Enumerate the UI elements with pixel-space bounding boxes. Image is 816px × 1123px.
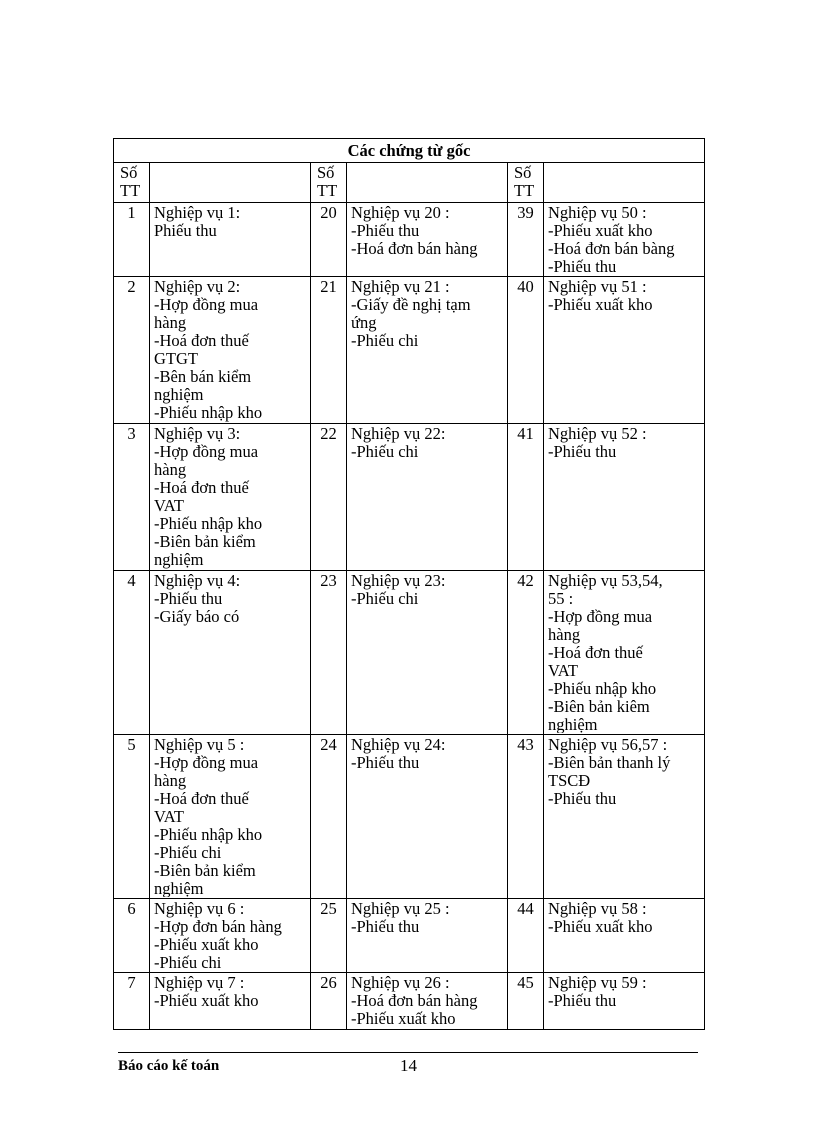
document-item: -Phiếu chi bbox=[351, 442, 419, 461]
document-item: 55 : bbox=[548, 589, 574, 608]
transaction-title: Nghiệp vụ 24: bbox=[351, 736, 446, 754]
document-item: -Phiếu thu bbox=[351, 917, 420, 936]
table-header-row bbox=[114, 163, 705, 203]
footer-report-title: Báo cáo kế toán bbox=[118, 1058, 220, 1074]
table-row bbox=[114, 203, 705, 277]
transaction-documents-cell bbox=[150, 735, 311, 899]
document-item: -Hợp đơn bán hàng bbox=[154, 917, 282, 936]
document-item: nghiệm bbox=[154, 879, 204, 897]
transaction-title: Nghiệp vụ 20 : bbox=[351, 204, 450, 222]
document-item: TSCĐ bbox=[548, 771, 591, 790]
row-number: 25 bbox=[311, 899, 347, 973]
document-item: -Phiếu chi bbox=[351, 331, 419, 350]
document-item: nghiệm bbox=[154, 550, 204, 569]
document-item: hàng bbox=[154, 771, 187, 790]
document-item: -Phiếu nhập kho bbox=[154, 825, 263, 844]
transaction-documents-cell bbox=[150, 277, 311, 424]
table-row bbox=[114, 571, 705, 735]
transaction-documents-cell bbox=[544, 571, 705, 735]
header-stt-1: Số TT bbox=[114, 163, 150, 203]
transaction-documents-cell bbox=[544, 424, 705, 571]
document-item: -Phiếu chi bbox=[154, 843, 222, 862]
row-number: 42 bbox=[508, 571, 544, 735]
transaction-title: Nghiệp vụ 7 : bbox=[154, 974, 245, 992]
document-item: -Hợp đồng mua bbox=[548, 607, 653, 626]
table-row bbox=[114, 735, 705, 899]
document-item: -Phiếu nhập kho bbox=[154, 403, 263, 422]
header-blank-3 bbox=[544, 163, 705, 203]
transaction-documents-cell bbox=[544, 899, 705, 973]
row-number: 39 bbox=[508, 203, 544, 277]
transaction-title: Nghiệp vụ 4: bbox=[154, 572, 241, 590]
document-item: -Hoá đơn thuế bbox=[154, 478, 249, 497]
table-row bbox=[114, 424, 705, 571]
document-item: -Phiếu xuất kho bbox=[548, 221, 653, 240]
document-item: -Biên bản kiểm bbox=[154, 532, 256, 551]
document-item: -Phiếu thu bbox=[351, 753, 420, 772]
document-item: -Phiếu xuất kho bbox=[154, 991, 259, 1010]
document-item: -Phiếu xuất kho bbox=[548, 917, 653, 936]
transaction-documents-cell bbox=[544, 203, 705, 277]
transaction-title: Nghiệp vụ 23: bbox=[351, 572, 446, 590]
document-item: -Hoá đơn bán bàng bbox=[548, 239, 675, 258]
document-item: -Phiếu thu bbox=[548, 257, 617, 275]
document-item: -Giấy đề nghị tạm bbox=[351, 295, 471, 314]
row-number: 23 bbox=[311, 571, 347, 735]
transaction-documents-cell bbox=[347, 899, 508, 973]
page-number: 14 bbox=[400, 1056, 417, 1075]
transaction-documents-cell bbox=[347, 203, 508, 277]
document-item: Phiếu thu bbox=[154, 221, 217, 240]
table-row bbox=[114, 973, 705, 1030]
transaction-documents-cell bbox=[544, 277, 705, 424]
transaction-documents-cell bbox=[150, 424, 311, 571]
row-number: 6 bbox=[114, 899, 150, 973]
document-item: -Hợp đồng mua bbox=[154, 442, 259, 461]
transaction-title: Nghiệp vụ 51 : bbox=[548, 278, 647, 296]
document-item: -Hoá đơn thuế bbox=[154, 789, 249, 808]
transaction-title: Nghiệp vụ 2: bbox=[154, 278, 241, 296]
document-item: -Giấy báo có bbox=[154, 607, 240, 626]
header-stt-3: Số TT bbox=[508, 163, 544, 203]
row-number: 20 bbox=[311, 203, 347, 277]
table-row bbox=[114, 899, 705, 973]
row-number: 41 bbox=[508, 424, 544, 571]
document-item: -Phiếu thu bbox=[548, 991, 617, 1010]
transaction-title: Nghiệp vụ 50 : bbox=[548, 204, 647, 222]
row-number: 40 bbox=[508, 277, 544, 424]
transaction-documents-cell bbox=[347, 973, 508, 1030]
row-number: 4 bbox=[114, 571, 150, 735]
document-item: -Phiếu thu bbox=[154, 589, 223, 608]
document-item: -Phiếu nhập kho bbox=[548, 679, 657, 698]
transaction-title: Nghiệp vụ 3: bbox=[154, 425, 241, 443]
transaction-title: Nghiệp vụ 25 : bbox=[351, 900, 450, 918]
document-item: -Phiếu nhập kho bbox=[154, 514, 263, 533]
document-item: -Bên bán kiểm bbox=[154, 367, 252, 386]
transaction-documents-cell bbox=[544, 973, 705, 1030]
document-item: -Biên bản kiểm bbox=[154, 861, 256, 880]
transaction-documents-cell bbox=[150, 899, 311, 973]
row-number: 44 bbox=[508, 899, 544, 973]
row-number: 3 bbox=[114, 424, 150, 571]
transaction-documents-cell bbox=[544, 735, 705, 899]
transaction-title: Nghiệp vụ 26 : bbox=[351, 974, 450, 992]
transaction-title: Nghiệp vụ 56,57 : bbox=[548, 736, 668, 754]
document-item: VAT bbox=[154, 807, 184, 826]
transaction-documents-cell bbox=[150, 571, 311, 735]
table-title: Các chứng từ gốc bbox=[114, 139, 705, 163]
transaction-documents-cell bbox=[150, 203, 311, 277]
document-item: -Hoá đơn thuế bbox=[548, 643, 643, 662]
document-item: -Phiếu thu bbox=[548, 442, 617, 461]
row-number: 24 bbox=[311, 735, 347, 899]
document-item: -Biên bản kiêm bbox=[548, 697, 650, 716]
document-item: -Phiếu thu bbox=[351, 221, 420, 240]
row-number: 2 bbox=[114, 277, 150, 424]
transaction-title: Nghiệp vụ 6 : bbox=[154, 900, 245, 918]
transaction-documents-cell bbox=[347, 277, 508, 424]
document-item: -Biên bản thanh lý bbox=[548, 753, 671, 772]
row-number: 22 bbox=[311, 424, 347, 571]
document-item: nghiệm bbox=[548, 715, 598, 733]
row-number: 1 bbox=[114, 203, 150, 277]
header-blank-1 bbox=[150, 163, 311, 203]
document-item: -Phiếu xuất kho bbox=[351, 1009, 456, 1028]
document-item: hàng bbox=[154, 313, 187, 332]
transaction-title: Nghiệp vụ 58 : bbox=[548, 900, 647, 918]
document-item: -Hoá đơn thuế bbox=[154, 331, 249, 350]
document-item: GTGT bbox=[154, 349, 198, 368]
row-number: 21 bbox=[311, 277, 347, 424]
row-number: 7 bbox=[114, 973, 150, 1030]
row-number: 43 bbox=[508, 735, 544, 899]
document-item: -Phiếu chi bbox=[154, 953, 222, 971]
transaction-title: Nghiệp vụ 21 : bbox=[351, 278, 450, 296]
document-item: -Phiếu chi bbox=[351, 589, 419, 608]
row-number: 5 bbox=[114, 735, 150, 899]
document-item: -Phiếu thu bbox=[548, 789, 617, 808]
document-item: -Hợp đồng mua bbox=[154, 295, 259, 314]
document-item: -Phiếu xuất kho bbox=[548, 295, 653, 314]
source-documents-table bbox=[113, 138, 705, 1030]
document-item: VAT bbox=[154, 496, 184, 515]
table-title-row bbox=[114, 139, 705, 163]
transaction-documents-cell bbox=[347, 424, 508, 571]
document-item: ứng bbox=[351, 313, 377, 332]
transaction-documents-cell bbox=[347, 571, 508, 735]
transaction-title: Nghiệp vụ 53,54, bbox=[548, 572, 663, 590]
transaction-title: Nghiệp vụ 5 : bbox=[154, 736, 245, 754]
document-item: -Hợp đồng mua bbox=[154, 753, 259, 772]
transaction-title: Nghiệp vụ 52 : bbox=[548, 425, 647, 443]
document-item: hàng bbox=[548, 625, 581, 644]
transaction-title: Nghiệp vụ 59 : bbox=[548, 974, 647, 992]
table-row bbox=[114, 277, 705, 424]
document-item: hàng bbox=[154, 460, 187, 479]
footer-divider bbox=[118, 1052, 698, 1053]
document-item: -Hoá đơn bán hàng bbox=[351, 239, 478, 258]
header-blank-2 bbox=[347, 163, 508, 203]
document-item: -Hoá đơn bán hàng bbox=[351, 991, 478, 1010]
transaction-title: Nghiệp vụ 22: bbox=[351, 425, 446, 443]
document-item: -Phiếu xuất kho bbox=[154, 935, 259, 954]
row-number: 45 bbox=[508, 973, 544, 1030]
document-item: VAT bbox=[548, 661, 578, 680]
header-stt-2: Số TT bbox=[311, 163, 347, 203]
transaction-documents-cell bbox=[150, 973, 311, 1030]
document-item: nghiệm bbox=[154, 385, 204, 404]
row-number: 26 bbox=[311, 973, 347, 1030]
transaction-title: Nghiệp vụ 1: bbox=[154, 204, 241, 222]
transaction-documents-cell bbox=[347, 735, 508, 899]
